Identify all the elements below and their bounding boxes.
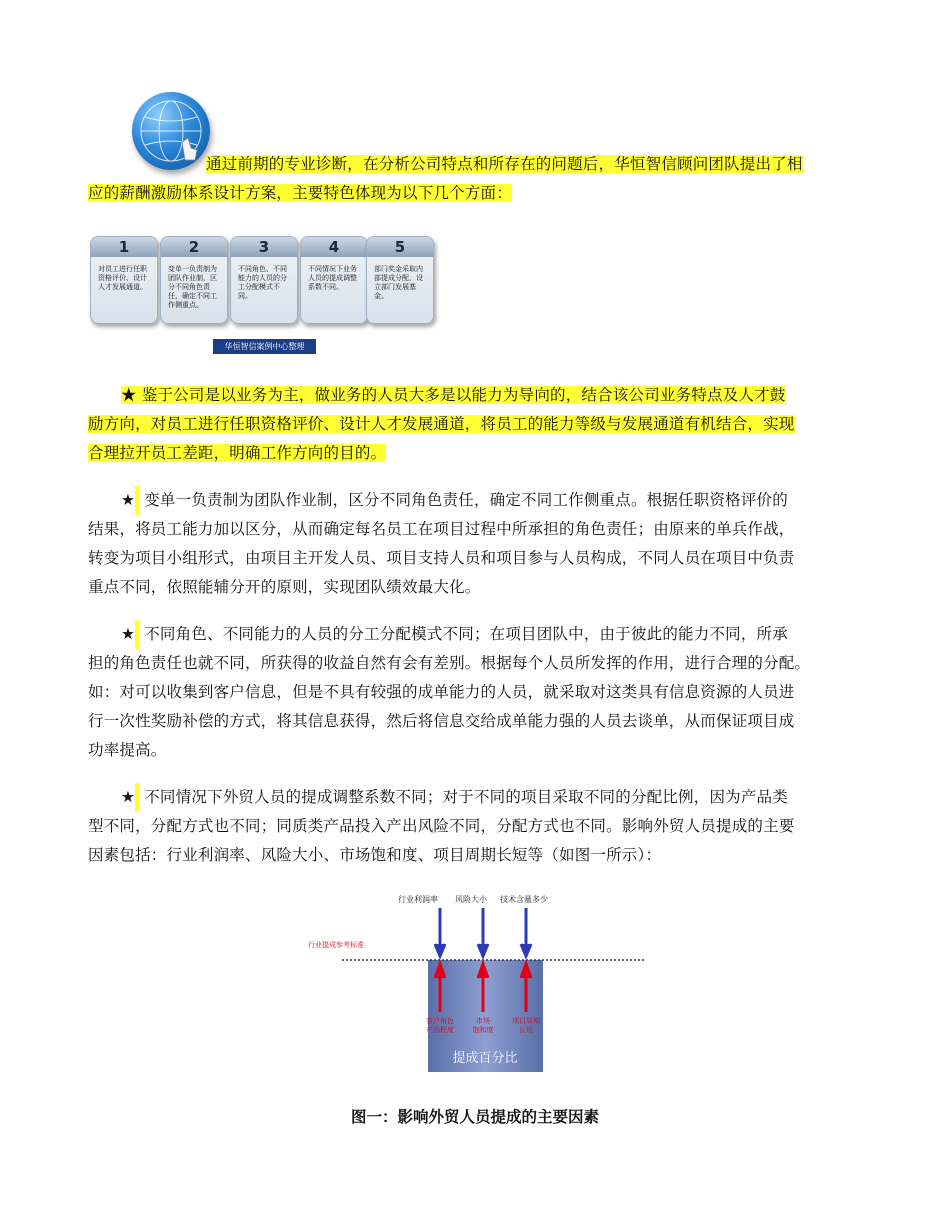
step-text: 对员工进行任职资格评价、设计人才发展通道。	[98, 265, 147, 291]
paragraph-line: 结果，将员工能力加以区分，从而确定每名员工在项目过程中所承担的角色责任；由原来的单兵作战，	[88, 520, 795, 538]
paragraph-3	[88, 620, 863, 765]
bottom-label-2: 市场饱和度	[472, 1017, 494, 1034]
star-icon: ★	[121, 625, 136, 643]
paragraph-line: 合理拉开员工差距，明确工作方向的目的。	[88, 444, 387, 462]
star-icon: ★	[121, 386, 137, 404]
features-steps-diagram	[90, 236, 435, 326]
step-text: 部门奖金采取内部提成分配，设立部门发展基金。	[374, 265, 423, 300]
top-label-1: 行业利润率	[398, 895, 438, 904]
step-number: 4	[301, 237, 367, 257]
down-arrow-2	[478, 908, 488, 956]
top-label-3: 技术含量多少	[500, 895, 548, 904]
paragraph-line: 励方向，对员工进行任职资格评价、设计人才发展通道，将员工的能力等级与发展通道有机结合，实现	[88, 415, 795, 433]
paragraph-line: 重点不同，依照能辅分开的原则，实现团队绩效最大化。	[88, 578, 481, 596]
paragraph-line: 转变为项目小组形式，由项目主开发人员、项目支持人员和项目参与人员构成，不同人员在项目中负责	[88, 549, 795, 567]
paragraph-2	[88, 486, 863, 602]
down-arrow-1	[435, 908, 445, 956]
step-number: 1	[91, 237, 157, 257]
paragraph-line: 因素包括：行业利润率、风险大小、市场饱和度、项目周期长短等（如图一所示）：	[88, 846, 662, 864]
paragraph-line: 变单一负责制为团队作业制，区分不同角色责任，确定不同工作侧重点。根据任职资格评价的	[139, 491, 788, 509]
down-arrow-3	[521, 908, 531, 956]
star-icon: ★	[121, 491, 136, 509]
paragraph-line: 担的角色责任也就不同，所获得的收益自然有会有差别。根据每个人员所发挥的作用，进行合理的分配。	[88, 654, 811, 672]
paragraph-line: 行一次性奖励补偿的方式，将其信息获得，然后将信息交给成单能力强的人员去谈单，从而保证项目成	[88, 712, 795, 730]
baseline-label: 行业提成参考标准	[308, 941, 364, 949]
paragraph-line: 不同角色、不同能力的人员的分工分配模式不同；在项目团队中，由于彼此的能力不同，所承	[139, 625, 788, 643]
intro-line-1: 通过前期的专业诊断，在分析公司特点和所存在的问题后，华恒智信顾问团队提出了相	[206, 155, 803, 173]
step-number: 2	[161, 237, 227, 257]
step-text: 变单一负责制为团队作业制，区分不同角色责任，确定不同工作侧重点。	[168, 265, 217, 309]
step-number: 5	[367, 237, 433, 257]
step-card-1	[90, 236, 158, 324]
step-card-2	[160, 236, 228, 324]
paragraph-line: 型不同，分配方式也不同；同质类产品投入产出风险不同，分配方式也不同。影响外贸人员提成的主要	[88, 817, 795, 835]
case-center-label: 华恒智信案例中心整理	[213, 339, 316, 354]
paragraph-line: 功率提高。	[88, 741, 167, 759]
star-icon: ★	[121, 788, 136, 806]
paragraph-line: 鉴于公司是以业务为主，做业务的人员大多是以能力为导向的，结合该公司业务特点及人才鼓	[136, 386, 786, 404]
step-number: 3	[231, 237, 297, 257]
bottom-label-3: 项目周期长短	[512, 1017, 540, 1034]
paragraph-line: 不同情况下外贸人员的提成调整系数不同；对于不同的项目采取不同的分配比例，因为产品类	[139, 788, 788, 806]
top-label-2: 风险大小	[455, 895, 487, 904]
intro-line-2: 应的薪酬激励体系设计方案，主要特色体现为以下几个方面：	[88, 184, 512, 202]
step-text: 不同角色、不同能力的人员的分工分配模式不同。	[238, 265, 287, 300]
paragraph-4	[88, 783, 863, 870]
commission-factors-figure	[300, 888, 650, 1078]
step-card-5	[366, 236, 434, 324]
step-text: 不同情况下业务人员的提成调整系数不同。	[308, 265, 357, 291]
intro-paragraph	[88, 150, 863, 208]
figure-caption: 图一：影响外贸人员提成的主要因素	[350, 1108, 599, 1126]
box-label: 提成百分比	[452, 1051, 518, 1066]
step-card-4	[300, 236, 368, 324]
paragraph-1	[88, 381, 863, 468]
bottom-label-1: 客户角色产品程度	[426, 1017, 454, 1034]
paragraph-line: 如：对可以收集到客户信息，但是不具有较强的成单能力的人员，就采取对这类具有信息资源的人员进	[88, 683, 795, 701]
step-card-3	[230, 236, 298, 324]
